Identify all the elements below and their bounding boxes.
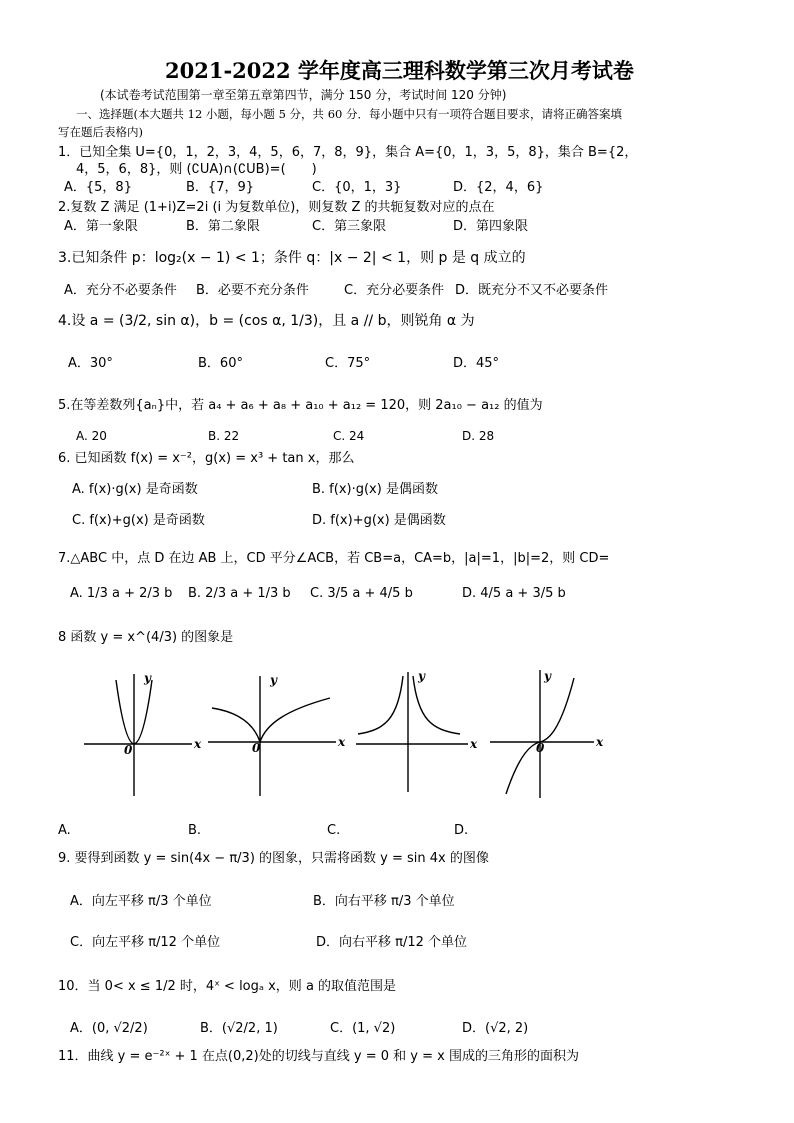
question-8-graph-b-x-label: x [338, 735, 346, 749]
question-8-option-d: D. [454, 823, 469, 838]
question-6-option-b: B. f(x)·g(x) 是偶函数 [312, 482, 438, 497]
question-8-graph-d-x-label: x [596, 735, 604, 749]
question-9-stem: 9. 要得到函数 y = sin(4x − π/3) 的图象，只需将函数 y = sin 4x 的图像 [58, 851, 489, 866]
question-10-option-b: B．(√2/2, 1) [200, 1021, 278, 1036]
question-5-option-b: B. 22 [208, 429, 240, 443]
question-1-option-d: D．{2，4，6} [453, 180, 544, 195]
question-10-option-d: D．(√2, 2) [462, 1021, 529, 1036]
question-7-option-a: A. 1/3 a + 2/3 b [70, 586, 173, 601]
question-8-graph-d [490, 662, 610, 802]
question-2-option-c: C．第三象限 [312, 219, 387, 234]
question-8-option-c: C. [327, 823, 341, 838]
question-8-option-b: B. [188, 823, 202, 838]
question-7-option-d: D. 4/5 a + 3/5 b [462, 586, 566, 601]
question-4-option-c: C．75° [325, 356, 371, 371]
question-6-option-d: D. f(x)+g(x) 是偶函数 [312, 513, 446, 528]
question-9-option-b: B．向右平移 π/3 个单位 [313, 894, 455, 909]
question-1-option-c: C．{0，1，3} [312, 180, 402, 195]
question-3-option-d: D．既充分不又不必要条件 [455, 283, 609, 298]
question-2-stem: 2.复数 Z 满足 (1+i)Z=2i (i 为复数单位)，则复数 Z 的共轭复数对应的点在 [58, 200, 495, 215]
question-4-option-a: A．30° [68, 356, 113, 371]
question-6-option-c: C. f(x)+g(x) 是奇函数 [72, 513, 205, 528]
exam-scope-note: (本试卷考试范围第一章至第五章第四节，满分 150 分，考试时间 120 分钟) [100, 88, 507, 102]
question-1-stem-cont: 4，5，6，8}，则 (∁UA)∩(∁UB)=( ) [76, 162, 317, 177]
question-8-graph-d-y-label: y [544, 669, 551, 683]
question-3-option-c: C．充分必要条件 [344, 283, 445, 298]
question-4-stem: 4.设 a = (3/2, sin α)，b = (cos α, 1/3)，且 a // b，则锐角 α 为 [58, 313, 475, 329]
section-instructions-line1: 一、选择题(本大题共 12 小题，每小题 5 分，共 60 分．每小题中只有一项符合题目要求，请将正确答案填 [76, 107, 622, 121]
question-8-graph-b-y-label: y [270, 673, 277, 687]
section-instructions-line2: 写在题后表格内) [58, 125, 143, 139]
question-3-option-b: B．必要不充分条件 [196, 283, 309, 298]
question-9-option-a: A．向左平移 π/3 个单位 [70, 894, 212, 909]
question-10-stem: 10．当 0< x ≤ 1/2 时，4ˣ < logₐ x，则 a 的取值范围是 [58, 979, 397, 994]
question-7-option-b: B. 2/3 a + 1/3 b [188, 586, 291, 601]
question-2-option-a: A．第一象限 [64, 219, 138, 234]
question-8-graph-b [208, 666, 358, 796]
question-8-graph-d-origin: 0 [536, 741, 545, 755]
question-9-option-c: C．向左平移 π/12 个单位 [70, 935, 221, 950]
question-8-graph-a-origin: 0 [124, 743, 133, 757]
question-5-option-d: D. 28 [462, 429, 495, 443]
question-1-stem: 1．已知全集 U={0，1，2，3，4，5，6，7，8，9}，集合 A={0，1，3，5，8}，集合 B={2， [58, 145, 638, 160]
question-7-stem: 7.△ABC 中，点 D 在边 AB 上，CD 平分∠ACB，若 CB=a，CA=b，|a|=1，|b|=2，则 CD= [58, 551, 610, 566]
question-8-graph-a [84, 666, 214, 796]
question-11-stem: 11．曲线 y = e⁻²ˣ + 1 在点(0,2)处的切线与直线 y = 0 和 y = x 围成的三角形的面积为 [58, 1049, 579, 1064]
question-5-option-a: A. 20 [76, 429, 107, 443]
question-3-stem: 3.已知条件 p：log₂(x − 1) < 1；条件 q：|x − 2| < 1，则 p 是 q 成立的 [58, 250, 526, 266]
question-6-stem: 6. 已知函数 f(x) = x⁻²，g(x) = x³ + tan x，那么 [58, 451, 355, 466]
question-8-graph-c [356, 662, 496, 792]
question-8-graph-a-x-label: x [194, 737, 202, 751]
question-4-option-d: D．45° [453, 356, 500, 371]
question-5-stem: 5.在等差数列{aₙ}中，若 a₄ + a₆ + a₈ + a₁₀ + a₁₂ = 120，则 2a₁₀ − a₁₂ 的值为 [58, 398, 543, 413]
question-6-option-a: A. f(x)·g(x) 是奇函数 [72, 482, 198, 497]
question-2-option-b: B．第二象限 [186, 219, 260, 234]
question-10-option-c: C．(1, √2) [330, 1021, 396, 1036]
question-8-graph-c-x-label: x [470, 737, 478, 751]
question-1-option-b: B．{7，9} [186, 180, 255, 195]
question-8-graph-c-y-label: y [418, 669, 425, 683]
question-3-option-a: A．充分不必要条件 [64, 283, 177, 298]
question-5-option-c: C. 24 [333, 429, 365, 443]
page-title: 2021-2022 学年度高三理科数学第三次月考试卷 [165, 58, 634, 83]
question-8-stem: 8 函数 y = x^(4/3) 的图象是 [58, 630, 234, 645]
question-8-option-a: A. [58, 823, 71, 838]
question-2-option-d: D．第四象限 [453, 219, 529, 234]
question-9-option-d: D．向右平移 π/12 个单位 [316, 935, 468, 950]
question-10-option-a: A．(0, √2/2) [70, 1021, 148, 1036]
question-4-option-b: B．60° [198, 356, 243, 371]
question-8-graph-b-origin: 0 [252, 741, 261, 755]
question-7-option-c: C. 3/5 a + 4/5 b [310, 586, 413, 601]
question-1-option-a: A．{5，8} [64, 180, 132, 195]
question-8-graph-a-y-label: y [144, 671, 151, 685]
